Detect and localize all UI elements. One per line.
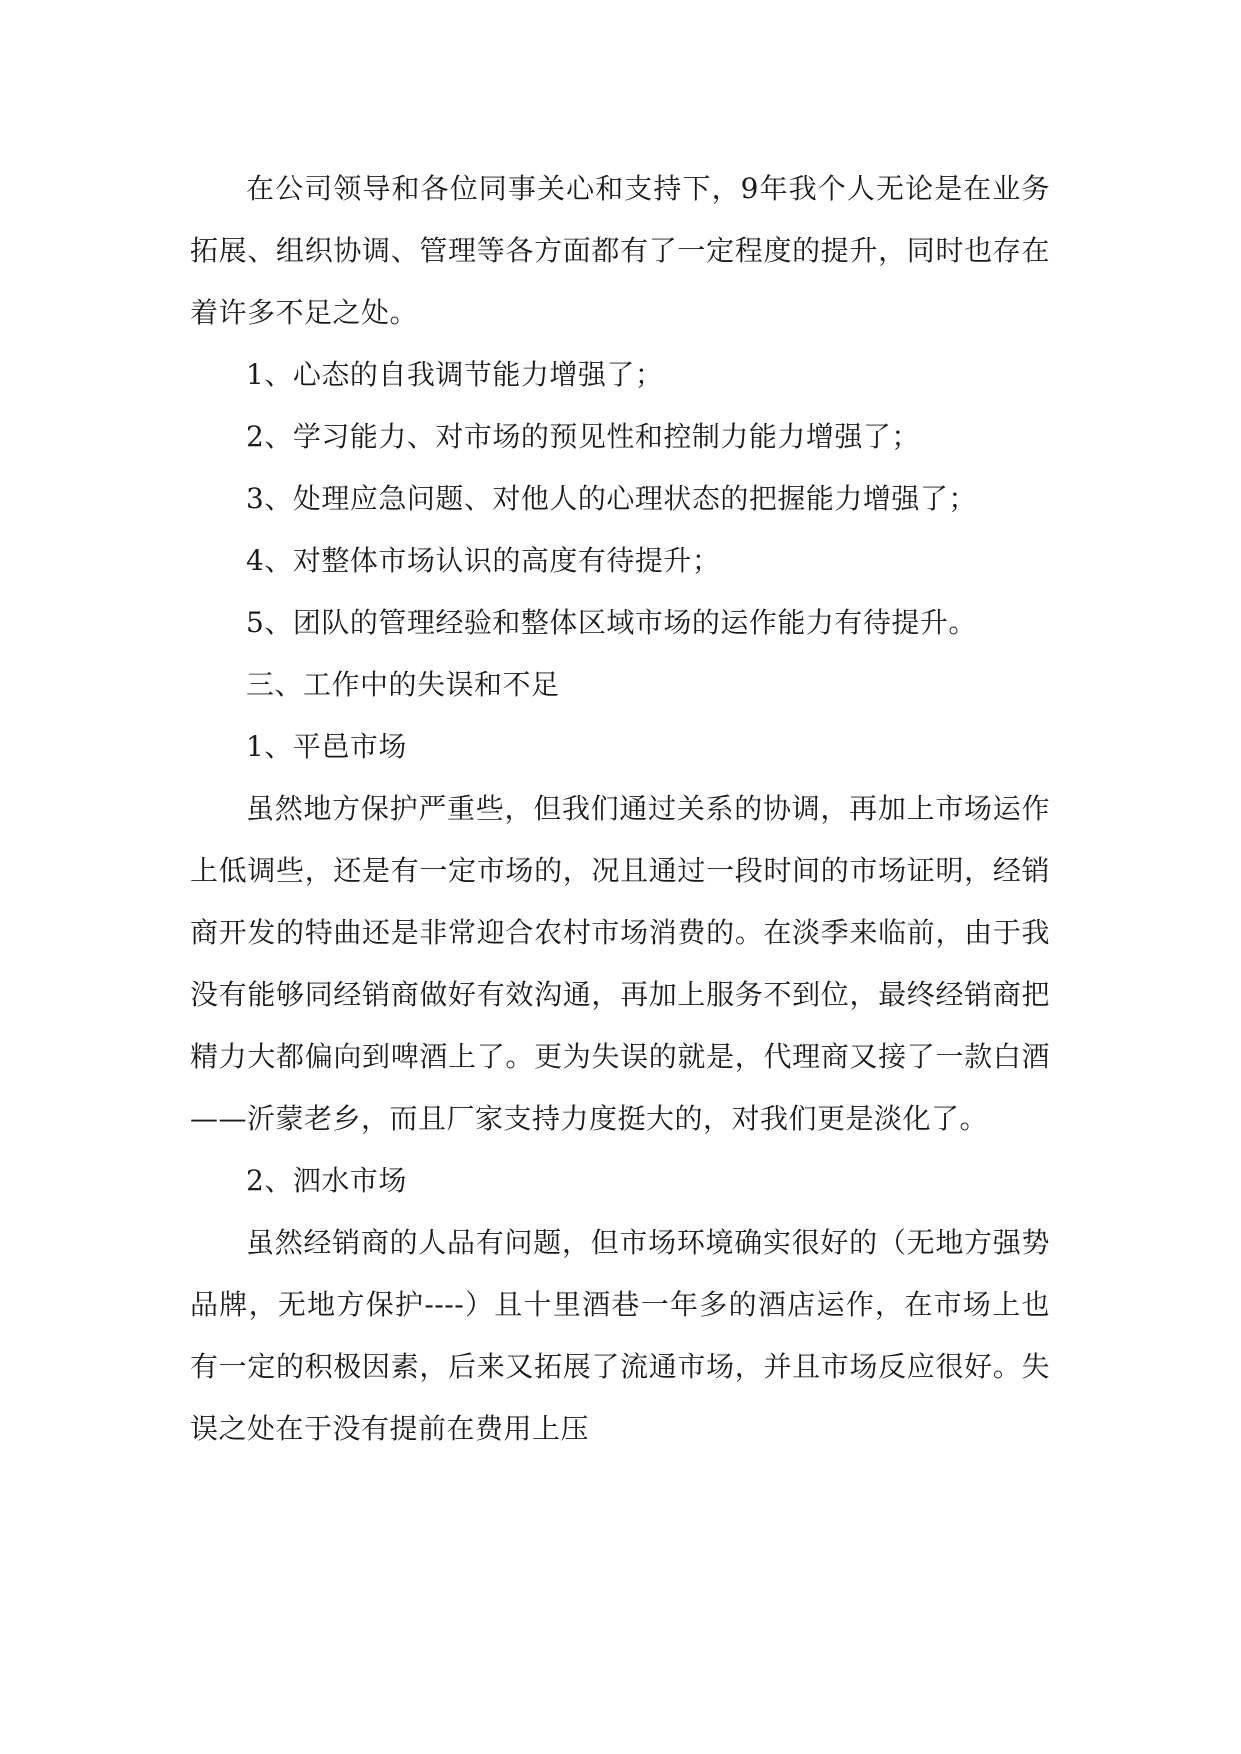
list-item: 2、学习能力、对市场的预见性和控制力能力增强了； <box>246 420 920 453</box>
section-heading: 三、工作中的失误和不足 <box>246 668 560 701</box>
paragraph-intro: 在公司领导和各位同事关心和支持下，9年我个人无论是在业务拓展、组织协调、管理等各方面都有了一定程度的提升，同时也存在着许多不足之处。 <box>190 172 1050 329</box>
document-body <box>190 158 1050 1460</box>
list-item: 1、心态的自我调节能力增强了； <box>246 358 664 391</box>
list-item: 3、处理应急问题、对他人的心理状态的把握能力增强了； <box>246 482 977 515</box>
list-item: 5、团队的管理经验和整体区域市场的运作能力有待提升。 <box>246 606 977 639</box>
subsection-heading: 1、平邑市场 <box>246 730 407 763</box>
subsection-heading: 2、泗水市场 <box>246 1164 407 1197</box>
paragraph-body: 虽然地方保护严重些，但我们通过关系的协调，再加上市场运作上低调些，还是有一定市场的，况且通过一段时间的市场证明，经销商开发的特曲还是非常迎合农村市场消费的。在淡季来临前，由于我没有能够同经销商做好有效沟通，再加上服务不到位，最终经销商把精力大都偏向到啤酒上了。更为失误的就是，代理商又接了一款白酒——沂蒙老乡，而且厂家支持力度挺大的，对我们更是淡化了。 <box>190 792 1050 1135</box>
list-item: 4、对整体市场认识的高度有待提升； <box>246 544 721 577</box>
paragraph-body: 虽然经销商的人品有问题，但市场环境确实很好的（无地方强势品牌，无地方保护----）且十里酒巷一年多的酒店运作，在市场上也有一定的积极因素，后来又拓展了流通市场，并且市场反应很好。失误之处在于没有提前在费用上压 <box>190 1226 1050 1445</box>
